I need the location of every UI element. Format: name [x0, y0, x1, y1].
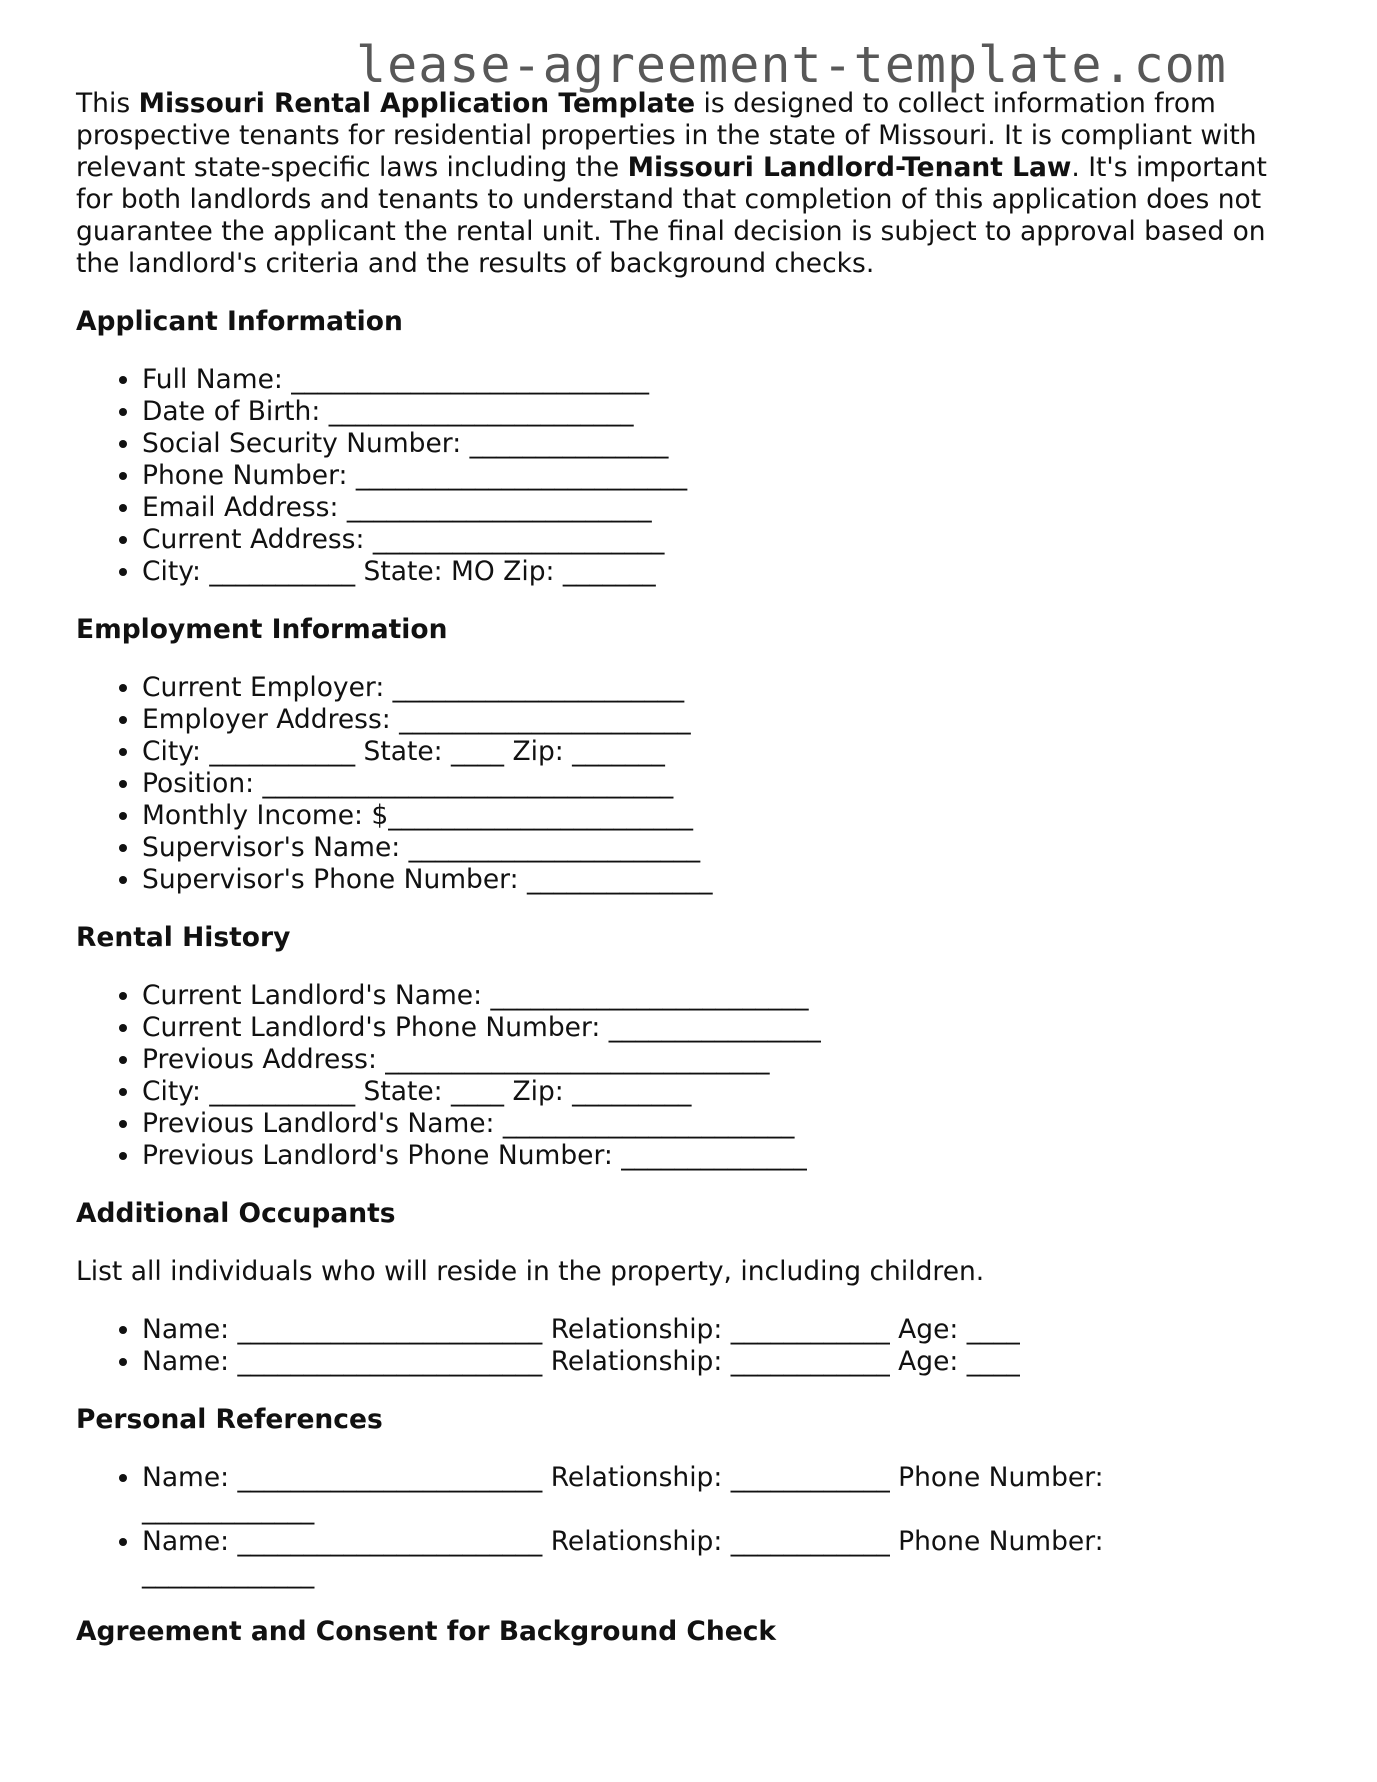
references-heading: Personal References: [76, 1404, 383, 1435]
rental-heading: Rental History: [76, 922, 291, 953]
list-item: • Full Name: ___________________________: [142, 364, 1306, 396]
employment-list: [76, 672, 1306, 896]
watermark: lease-agreement-template.com: [356, 36, 1227, 94]
list-item: • Current Address: ______________________: [142, 524, 1306, 556]
intro-bold-title: Missouri Rental Application Template: [138, 88, 696, 119]
applicant-heading: Applicant Information: [76, 306, 403, 337]
list-item: • Previous Landlord's Phone Number: ______________: [142, 1140, 1306, 1172]
list-item: • Supervisor's Phone Number: ______________: [142, 864, 1306, 896]
consent-heading: Agreement and Consent for Background Check: [76, 1616, 777, 1647]
intro-text-1: This: [76, 88, 139, 119]
list-item: • City: ___________ State: ____ Zip: _______: [142, 736, 1306, 768]
occupants-note: List all individuals who will reside in the property, including children.: [76, 1256, 985, 1287]
reference-line-1: • Name: _______________________ Relationship: ____________ Phone Number:: [142, 1526, 1104, 1557]
list-item: • City: ___________ State: ____ Zip: _________: [142, 1076, 1306, 1108]
list-item: • Employer Address: ______________________: [142, 704, 1306, 736]
employment-heading: Employment Information: [76, 614, 448, 645]
list-item: • Name: _______________________ Relationship: ____________ Age: ____: [142, 1314, 1306, 1346]
list-item: • Current Landlord's Name: ________________________: [142, 980, 1306, 1012]
list-item: • Social Security Number: _______________: [142, 428, 1306, 460]
list-item: [142, 1462, 1306, 1526]
applicant-list: [76, 364, 1306, 588]
list-item: [142, 1526, 1306, 1590]
list-item: • Name: _______________________ Relationship: ____________ Age: ____: [142, 1346, 1306, 1378]
intro-bold-law: Missouri Landlord-Tenant Law: [627, 152, 1072, 183]
list-item: • Current Landlord's Phone Number: ________________: [142, 1012, 1306, 1044]
list-item: • Monthly Income: $_______________________: [142, 800, 1306, 832]
intro-text-3: . It's important for both landlords and tenants to understand that completion of this application does not guarantee the applicant the rental unit. The final decision is subject to approval based on the landlord's criteria and the results of background checks.: [76, 152, 1267, 279]
reference-line-1: • Name: _______________________ Relationship: ____________ Phone Number:: [142, 1462, 1104, 1493]
occupants-list: [76, 1314, 1306, 1378]
list-item: • Email Address: _______________________: [142, 492, 1306, 524]
references-list: [76, 1462, 1306, 1590]
intro-paragraph: [76, 88, 1306, 280]
list-item: • Date of Birth: _______________________: [142, 396, 1306, 428]
list-item: • City: ___________ State: MO Zip: _______: [142, 556, 1306, 588]
list-item: • Phone Number: _________________________: [142, 460, 1306, 492]
document-body: [76, 88, 1306, 1674]
reference-line-2: _____________: [142, 1494, 315, 1525]
reference-line-2: _____________: [142, 1558, 315, 1589]
occupants-heading: Additional Occupants: [76, 1198, 396, 1229]
list-item: • Supervisor's Name: ______________________: [142, 832, 1306, 864]
list-item: • Previous Address: _____________________________: [142, 1044, 1306, 1076]
list-item: • Previous Landlord's Name: ______________________: [142, 1108, 1306, 1140]
list-item: • Position: _______________________________: [142, 768, 1306, 800]
intro-text-2: is designed to collect information from prospective tenants for residential properties in the state of Missouri. It is compliant with relevant state-specific laws including the: [76, 88, 1257, 183]
list-item: • Current Employer: ______________________: [142, 672, 1306, 704]
rental-list: [76, 980, 1306, 1172]
